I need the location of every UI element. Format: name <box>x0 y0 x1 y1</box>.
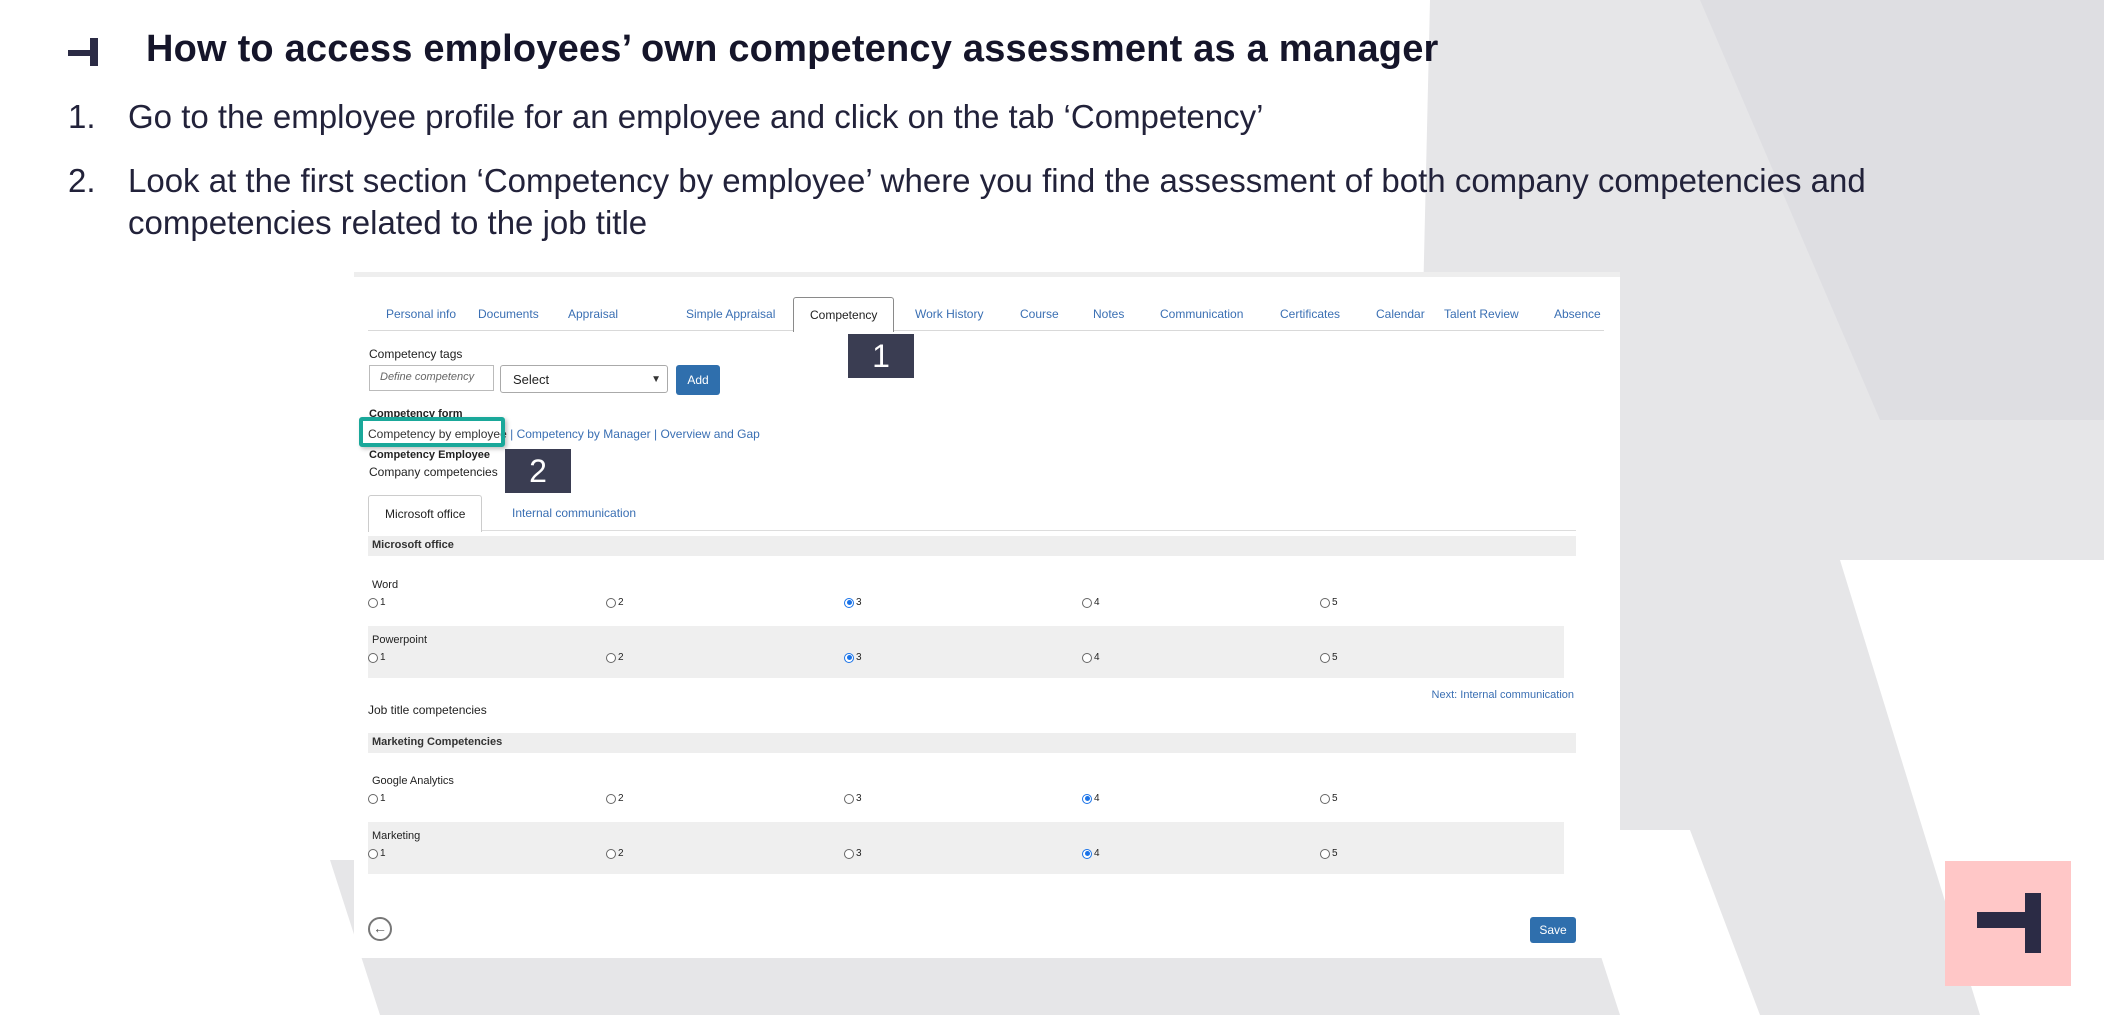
subtab-microsoft-office[interactable]: Microsoft office <box>368 495 482 532</box>
radio-button[interactable] <box>1082 653 1092 663</box>
rating-option[interactable]: 1 <box>368 652 386 663</box>
highlight-box <box>359 417 505 447</box>
back-arrow-icon[interactable]: ← <box>368 917 392 941</box>
link-competency-by-manager[interactable]: Competency by Manager <box>516 427 651 441</box>
competency-name: Marketing <box>372 830 421 842</box>
radio-button[interactable] <box>1320 849 1330 859</box>
instruction-steps <box>68 96 1868 266</box>
step-item <box>68 160 1868 244</box>
rating-option[interactable]: 5 <box>1320 597 1338 608</box>
radio-button[interactable] <box>1082 598 1092 608</box>
competency-name: Powerpoint <box>372 634 428 646</box>
tab-course[interactable]: Course <box>1020 307 1059 321</box>
radio-button[interactable] <box>606 653 616 663</box>
step-text: Go to the employee profile for an employee and click on the tab ‘Competency’ <box>128 98 1264 135</box>
radio-button-selected[interactable] <box>844 598 854 608</box>
radio-button-selected[interactable] <box>1082 794 1092 804</box>
subtab-internal-communication[interactable]: Internal communication <box>512 506 637 520</box>
add-button[interactable]: Add <box>676 365 720 395</box>
save-button[interactable]: Save <box>1530 917 1576 943</box>
radio-button[interactable] <box>606 598 616 608</box>
rating-option[interactable]: 2 <box>606 848 624 859</box>
radio-button-selected[interactable] <box>844 653 854 663</box>
rating-option[interactable]: 4 <box>1082 652 1100 663</box>
next-internal-communication-link[interactable]: Next: Internal communication <box>1431 689 1574 701</box>
employee-profile-screenshot <box>354 272 1620 958</box>
competency-select[interactable] <box>500 365 668 393</box>
job-title-competencies-label: Job title competencies <box>368 703 487 717</box>
rating-option[interactable]: 2 <box>606 597 624 608</box>
tab-absence[interactable]: Absence <box>1554 307 1601 321</box>
radio-button[interactable] <box>1320 794 1330 804</box>
profile-tabs <box>368 297 1604 331</box>
tab-notes[interactable]: Notes <box>1093 307 1125 321</box>
group-heading-microsoft-office: Microsoft office <box>368 536 1576 556</box>
rating-option[interactable]: 4 <box>1082 848 1100 859</box>
tab-talent-review[interactable]: Talent Review <box>1444 307 1519 321</box>
rating-option[interactable]: 3 <box>844 652 862 663</box>
chevron-down-icon: ▼ <box>651 374 661 385</box>
group-heading-marketing: Marketing Competencies <box>368 733 1576 753</box>
rating-option[interactable]: 1 <box>368 793 386 804</box>
radio-button[interactable] <box>844 794 854 804</box>
callout-step-1: 1 <box>848 334 914 378</box>
tab-documents[interactable]: Documents <box>478 307 539 321</box>
define-competency-input[interactable]: Define competency <box>369 365 494 391</box>
link-overview-and-gap[interactable]: Overview and Gap <box>660 427 760 441</box>
radio-button[interactable] <box>606 794 616 804</box>
competency-tags-label: Competency tags <box>369 347 463 361</box>
rating-option[interactable]: 3 <box>844 848 862 859</box>
radio-button[interactable] <box>368 653 378 663</box>
radio-button[interactable] <box>368 598 378 608</box>
step-number: 1. <box>68 98 96 135</box>
competency-employee-label: Competency Employee <box>369 449 491 461</box>
corner-logo-icon <box>1945 861 2071 986</box>
callout-step-2: 2 <box>505 449 571 493</box>
rating-option[interactable]: 3 <box>844 597 862 608</box>
competency-form-label: Competency form <box>369 408 463 420</box>
company-competencies-label: Company competencies <box>369 465 498 479</box>
link-competency-by-employee[interactable]: Competency by employee <box>368 427 507 441</box>
tab-competency[interactable]: Competency <box>793 297 894 332</box>
rating-option[interactable]: 1 <box>368 848 386 859</box>
step-number: 2. <box>68 162 96 199</box>
rating-option[interactable]: 4 <box>1082 597 1100 608</box>
radio-button[interactable] <box>844 849 854 859</box>
tab-communication[interactable]: Communication <box>1160 307 1244 321</box>
step-text: Look at the first section ‘Competency by employee’ where you find the assessment of both company competencies and competencies related to the job title <box>128 162 1866 241</box>
radio-button-selected[interactable] <box>1082 849 1092 859</box>
radio-button[interactable] <box>1320 653 1330 663</box>
tab-personal-info[interactable]: Personal info <box>386 307 457 321</box>
tab-certificates[interactable]: Certificates <box>1280 307 1341 321</box>
rating-option[interactable]: 2 <box>606 793 624 804</box>
rating-option[interactable]: 5 <box>1320 793 1338 804</box>
tab-calendar[interactable]: Calendar <box>1376 307 1425 321</box>
rating-option[interactable]: 1 <box>368 597 386 608</box>
competency-row <box>368 767 1564 819</box>
brand-logo-icon <box>68 38 98 66</box>
radio-button[interactable] <box>368 794 378 804</box>
competency-row <box>368 822 1564 874</box>
tab-appraisal[interactable]: Appraisal <box>568 307 619 321</box>
competency-group-tabs <box>368 495 1576 531</box>
competency-select-value: Select <box>513 372 550 387</box>
competency-name: Google Analytics <box>372 775 454 787</box>
step-item <box>68 96 1868 138</box>
competency-name: Word <box>372 579 399 591</box>
slide-title: How to access employees’ own competency assessment as a manager <box>146 28 1439 70</box>
link-separator: | <box>510 427 514 441</box>
rating-option[interactable]: 5 <box>1320 652 1338 663</box>
tab-simple-appraisal[interactable]: Simple Appraisal <box>686 307 776 321</box>
tab-work-history[interactable]: Work History <box>915 307 984 321</box>
radio-button[interactable] <box>368 849 378 859</box>
rating-option[interactable]: 3 <box>844 793 862 804</box>
competency-row <box>368 626 1564 678</box>
link-separator: | <box>653 427 658 441</box>
rating-option[interactable]: 4 <box>1082 793 1100 804</box>
radio-button[interactable] <box>606 849 616 859</box>
competency-row <box>368 571 1564 623</box>
rating-option[interactable]: 2 <box>606 652 624 663</box>
radio-button[interactable] <box>1320 598 1330 608</box>
rating-option[interactable]: 5 <box>1320 848 1338 859</box>
